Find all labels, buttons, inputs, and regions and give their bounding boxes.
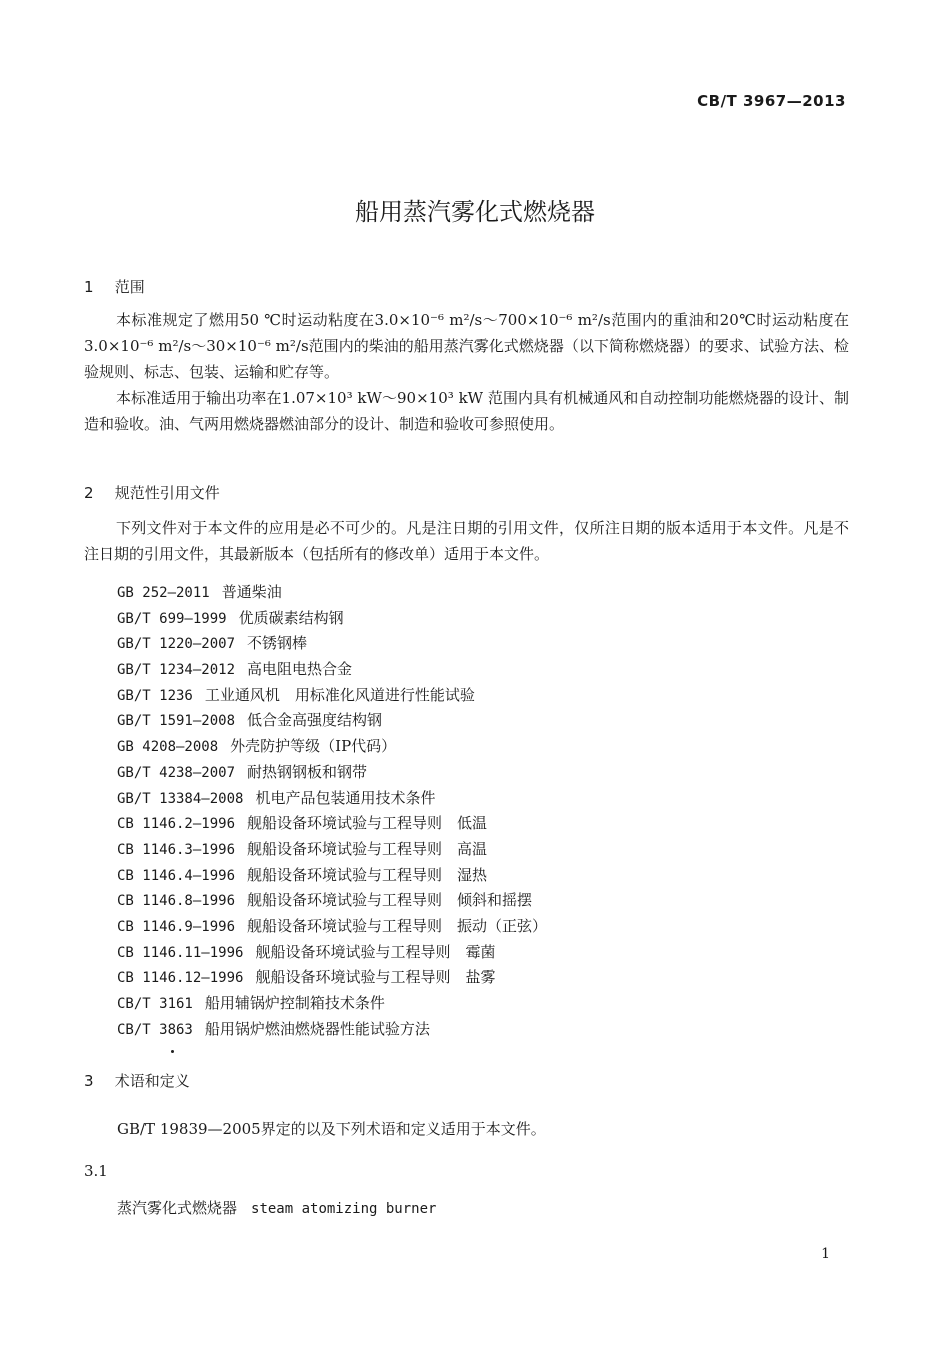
standard-code: CB/T 3967—2013 [697, 92, 846, 110]
term-english: steam atomizing burner [251, 1201, 437, 1217]
list-item: GB/T 13384—2008 机电产品包装通用技术条件 [117, 788, 436, 807]
list-item: CB 1146.4—1996 舰船设备环境试验与工程导则 湿热 [117, 865, 488, 884]
paragraph-references-intro: 下列文件对于本文件的应用是必不可少的。凡是注日期的引用文件，仅所注日期的版本适用于本文件。凡是不注日期的引用文件，其最新版本（包括所有的修改单）适用于本文件。 [84, 519, 849, 563]
section-heading-references [84, 482, 220, 503]
paragraph-scope-1: 本标准规定了燃用50 ℃时运动粘度在3.0×10⁻⁶ m²/s～700×10⁻⁶ m²/s范围内的重油和20℃时运动粘度在3.0×10⁻⁶ m²/s～30×10⁻⁶ m²/s范围内的柴油的船用蒸汽雾化式燃烧器（以下简称燃烧器）的要求、试验方法、检验规则、标志、包装、运输和贮存等。 [84, 311, 849, 381]
list-item: GB/T 1234—2012 高电阻电热合金 [117, 660, 353, 679]
list-item: CB 1146.3—1996 舰船设备环境试验与工程导则 高温 [117, 839, 488, 858]
section-number: 1 [84, 278, 94, 296]
list-item: GB/T 4238—2007 耐热钢钢板和钢带 [117, 762, 368, 781]
list-item: CB 1146.8—1996 舰船设备环境试验与工程导则 倾斜和摇摆 [117, 891, 533, 910]
term-chinese: 蒸汽雾化式燃烧器 [117, 1199, 238, 1217]
list-item: CB 1146.12—1996 舰船设备环境试验与工程导则 盐雾 [117, 968, 496, 987]
stray-mark [171, 1050, 174, 1053]
list-item: CB/T 3863 船用锅炉燃油燃烧器性能试验方法 [117, 1019, 430, 1038]
section-number: 3 [84, 1072, 94, 1090]
page-title: 船用蒸汽雾化式燃烧器 [355, 198, 595, 226]
list-item: GB/T 699—1999 优质碳素结构钢 [117, 608, 344, 627]
section-title: 术语和定义 [114, 1072, 190, 1090]
list-item: CB/T 3161 船用辅锅炉控制箱技术条件 [117, 994, 385, 1012]
list-item: CB 1146.11—1996 舰船设备环境试验与工程导则 霉菌 [117, 942, 496, 961]
section-heading-scope [84, 276, 145, 297]
section-number: 2 [84, 484, 94, 502]
reference-list [117, 580, 547, 1042]
paragraph-terms-intro: GB/T 19839—2005界定的以及下列术语和定义适用于本文件。 [117, 1120, 546, 1138]
section-heading-terms [84, 1070, 190, 1091]
section-title: 规范性引用文件 [114, 484, 220, 502]
list-item: GB/T 1220—2007 不锈钢棒 [117, 634, 308, 653]
term-entry [117, 1197, 436, 1218]
paragraph-scope-2: 本标准适用于输出功率在1.07×10³ kW～90×10³ kW 范围内具有机械通风和自动控制功能燃烧器的设计、制造和验收。油、气两用燃烧器燃油部分的设计、制造和验收可参照使用。 [84, 389, 849, 433]
term-number: 3.1 [84, 1162, 108, 1180]
section-title: 范围 [114, 278, 145, 296]
list-item: GB/T 1591—2008 低合金高强度结构钢 [117, 711, 383, 730]
list-item: GB/T 1236 工业通风机 用标准化风道进行性能试验 [117, 685, 475, 704]
list-item: GB 252—2011 普通柴油 [117, 583, 282, 601]
list-item: CB 1146.9—1996 舰船设备环境试验与工程导则 振动（正弦） [117, 916, 548, 935]
list-item: CB 1146.2—1996 舰船设备环境试验与工程导则 低温 [117, 814, 488, 833]
list-item: GB 4208—2008 外壳防护等级（IP代码） [117, 737, 397, 756]
page-number: 1 [821, 1246, 830, 1262]
